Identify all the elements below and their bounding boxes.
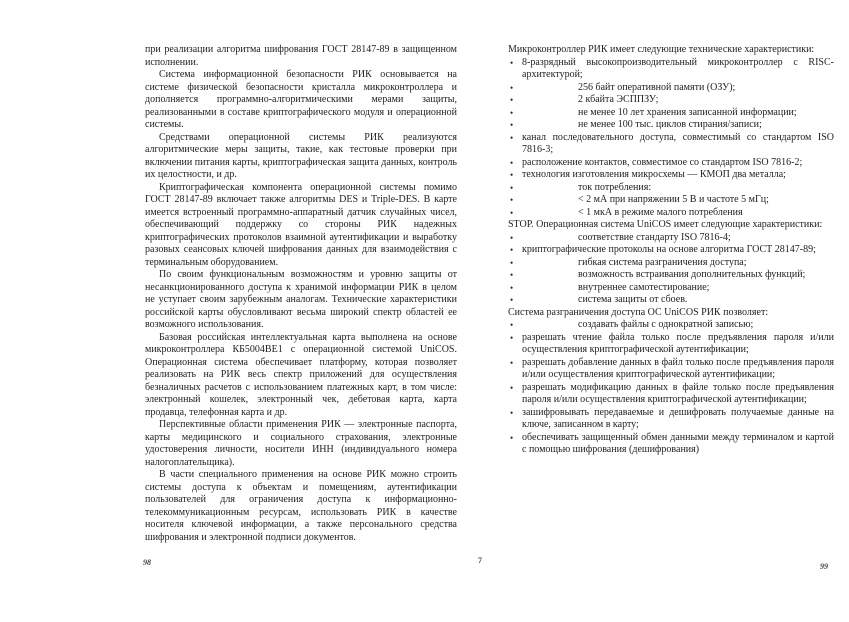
paragraph: при реализации алгоритма шифрования ГОСТ 28147-89 в защищенном исполнении. [145,44,457,68]
paragraph: Система информационной безопасности РИК основывается на системе физической безопасности кристалла микроконтроллера и дополняется программно-алгоритмическими мерами защиты, реализованными в составе криптографического модуля и операционной системы. [145,69,457,130]
list-item: • не менее 10 лет хранения записанной информации; [508,107,834,120]
paragraph: По своим функциональным возможностям и уровню защиты от несанкционированного доступа к хранимой информации РИК в целом не уступает своим зарубежным аналогам. Технические характеристики российской карты обусловливают весьма широкий спектр областей ее возможного использования. [145,269,457,330]
list-item: • создавать файлы с однократной записью; [508,319,834,332]
list-item: • 8-разрядный высокопроизводительный микроконтроллер с RISC-архитектурой; [508,57,834,82]
paragraph: В части специального применения на основе РИК можно строить системы доступа к объектам и помещениям, аутентификации пользователей для ограничения доступа к информационно-телекоммуникационным ресурсам, использовать РИК в качестве носителя ключевой информации, а также персонального средства шифрования и электронной подписи документов. [145,469,457,543]
paragraph: Криптографическая компонента операционной системы помимо ГОСТ 28147-89 включает также алгоритмы DES и Triple-DES. В карте имеется встроенный программно-аппаратный датчик случайных чисел, обеспечивающий поддержку со стороны РИК надежных криптографических протоколов взаимной аутентификации и выработку разовых сеансовых ключей шифрования данных для взаимодействия с терминальным оборудованием. [145,181,457,268]
right-page-number: 99 [820,562,828,571]
paragraph: Базовая российская интеллектуальная карта выполнена на основе микроконтроллера КБ5004ВЕ1 с операционной системой UniCOS. Операционная система обеспечивает платформу, которая позволяет реализовать на РИК весь спектр приложений для осуществления безналичных расчетов с использованием платежных карт, в том числе: электронный кошелек, электронный чек, дебетовая карта, карта продавца, телефонная карта и др. [145,331,457,418]
list-item: • обеспечивать защищенный обмен данными между терминалом и картой с помощью шифрования (дешифрования) [508,432,834,457]
specs-list [508,57,834,220]
list-item: • канал последовательного доступа, совместимый со стандартом ISO 7816-3; [508,132,834,157]
list-item: • разрешать модификацию данных в файле только после предъявления пароля и/или осуществления криптографической аутентификации; [508,382,834,407]
list-item: • система защиты от сбоев. [508,294,834,307]
list-item: • < 2 мА при напряжении 5 В и частоте 5 мГц; [508,194,834,207]
list-item: • зашифровывать передаваемые и дешифровать получаемые данные на ключе, записанном в карту; [508,407,834,432]
access-intro: Система разграничения доступа ОС UniCOS РИК позволяет: [508,306,769,318]
list-item: • расположение контактов, совместимое со стандартом ISO 7816-2; [508,157,834,170]
list-item: • соответствие стандарту ISO 7816-4; [508,232,834,245]
right-page-text [508,44,834,457]
list-item: • ток потребления: [508,182,834,195]
list-item: • < 1 мкА в режиме малого потребления [508,207,834,220]
paragraph: Перспективные области применения РИК — электронные паспорта, карты медицинского и социального страхования, электронные удостоверения личности, носители ИНН (индивидуального номера налогоплательщика). [145,419,457,468]
list-item: • возможность встраивания дополнительных функций; [508,269,834,282]
center-mark: 7 [478,556,482,565]
left-page-number: 98 [143,558,151,567]
list-item: • криптографические протоколы на основе алгоритма ГОСТ 28147-89; [508,244,834,257]
paragraph: Средствами операционной системы РИК реализуются алгоритмические меры защиты, такие, как тестовые проверки при включении питания карты, криптографическая защита данных, контроль их целостности, и др. [145,131,457,180]
list-item: • гибкая система разграничения доступа; [508,257,834,270]
list-item: • разрешать чтение файла только после предъявления пароля и/или осуществления криптографической аутентификации; [508,332,834,357]
left-page-text [145,44,457,544]
access-list [508,319,834,457]
list-item: • внутреннее самотестирование; [508,282,834,295]
list-item: • технология изготовления микросхемы — КМОП два металла; [508,169,834,182]
os-features-list [508,232,834,307]
list-item: • 2 кбайта ЭСППЗУ; [508,94,834,107]
list-item: • разрешать добавление данных в файл только после предъявления пароля и/или осуществления криптографической аутентификации; [508,357,834,382]
os-intro: STOP. Операционная система UniCOS имеет следующие характеристики: [508,219,823,230]
list-item: • 256 байт оперативной памяти (ОЗУ); [508,82,834,95]
specs-intro: Микроконтроллер РИК имеет следующие технические характеристики: [508,44,815,55]
list-item: • не менее 100 тыс. циклов стирания/записи; [508,119,834,132]
